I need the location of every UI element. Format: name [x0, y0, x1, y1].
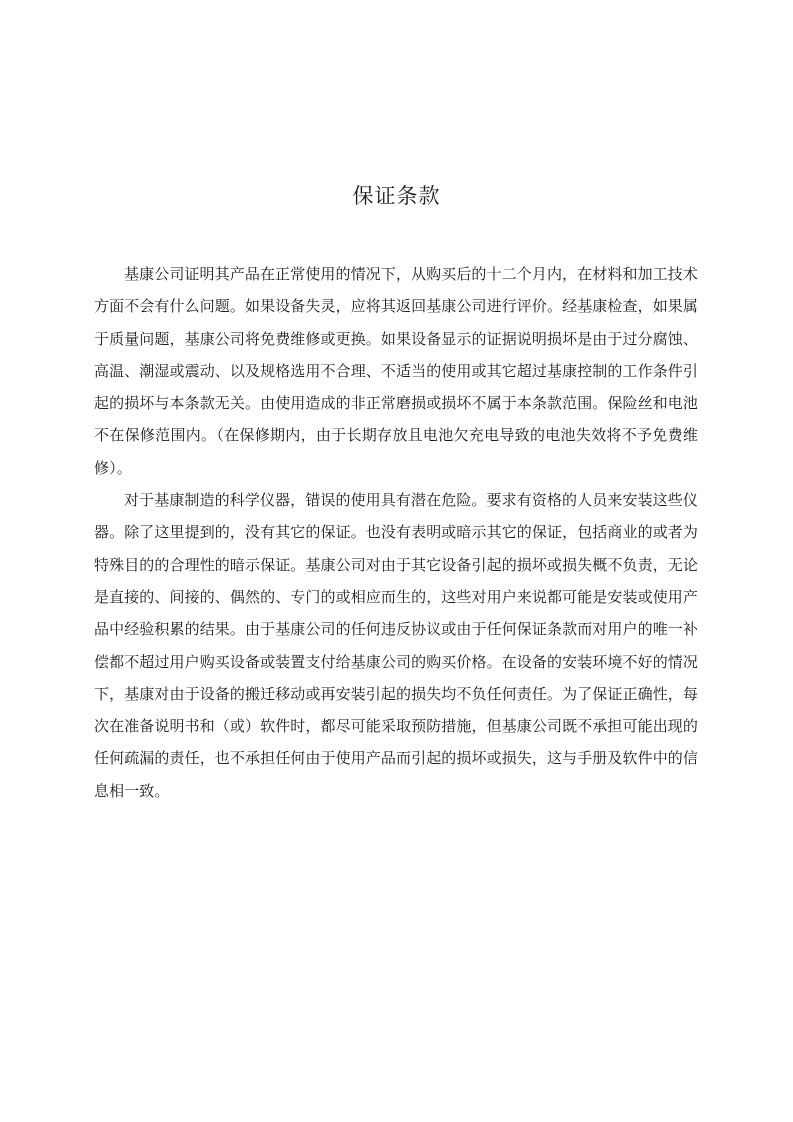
document-body: [94, 258, 698, 807]
paragraph-liability-disclaimer: 对于基康制造的科学仪器，错误的使用具有潜在危险。要求有资格的人员来安装这些仪器。除了这里提到的，没有其它的保证。也没有表明或暗示其它的保证，包括商业的或者为特殊目的的合理性的暗示保证。基康公司对由于其它设备引起的损坏或损失概不负责，无论是直接的、间接的、偶然的、专门的或相应而生的，这些对用户来说都可能是安装或使用产品中经验积累的结果。由于基康公司的任何违反协议或由于任何保证条款而对用户的唯一补偿都不超过用户购买设备或装置支付给基康公司的购买价格。在设备的安装环境不好的情况下，基康对由于设备的搬迁移动或再安装引起的损失均不负任何责任。为了保证正确性，每次在准备说明书和（或）软件时，都尽可能采取预防措施，但基康公司既不承担可能出现的任何疏漏的责任，也不承担任何由于使用产品而引起的损坏或损失，这与手册及软件中的信息相一致。: [94, 491, 699, 800]
page-title: 保证条款: [352, 184, 441, 208]
paragraph-warranty-scope: 基康公司证明其产品在正常使用的情况下，从购买后的十二个月内，在材料和加工技术方面不会有什么问题。如果设备失灵，应将其返回基康公司进行评价。经基康检查，如果属于质量问题，基康公司将免费维修或更换。如果设备显示的证据说明损坏是由于过分腐蚀、高温、潮湿或震动、以及规格选用不合理、不适当的使用或其它超过基康控制的工作条件引起的损坏与本条款无关。由使用造成的非正常磨损或损坏不属于本条款范围。保险丝和电池不在保修范围内。（在保修期内，由于长期存放且电池欠充电导致的电池失效将不予免费维修）。: [94, 265, 699, 477]
